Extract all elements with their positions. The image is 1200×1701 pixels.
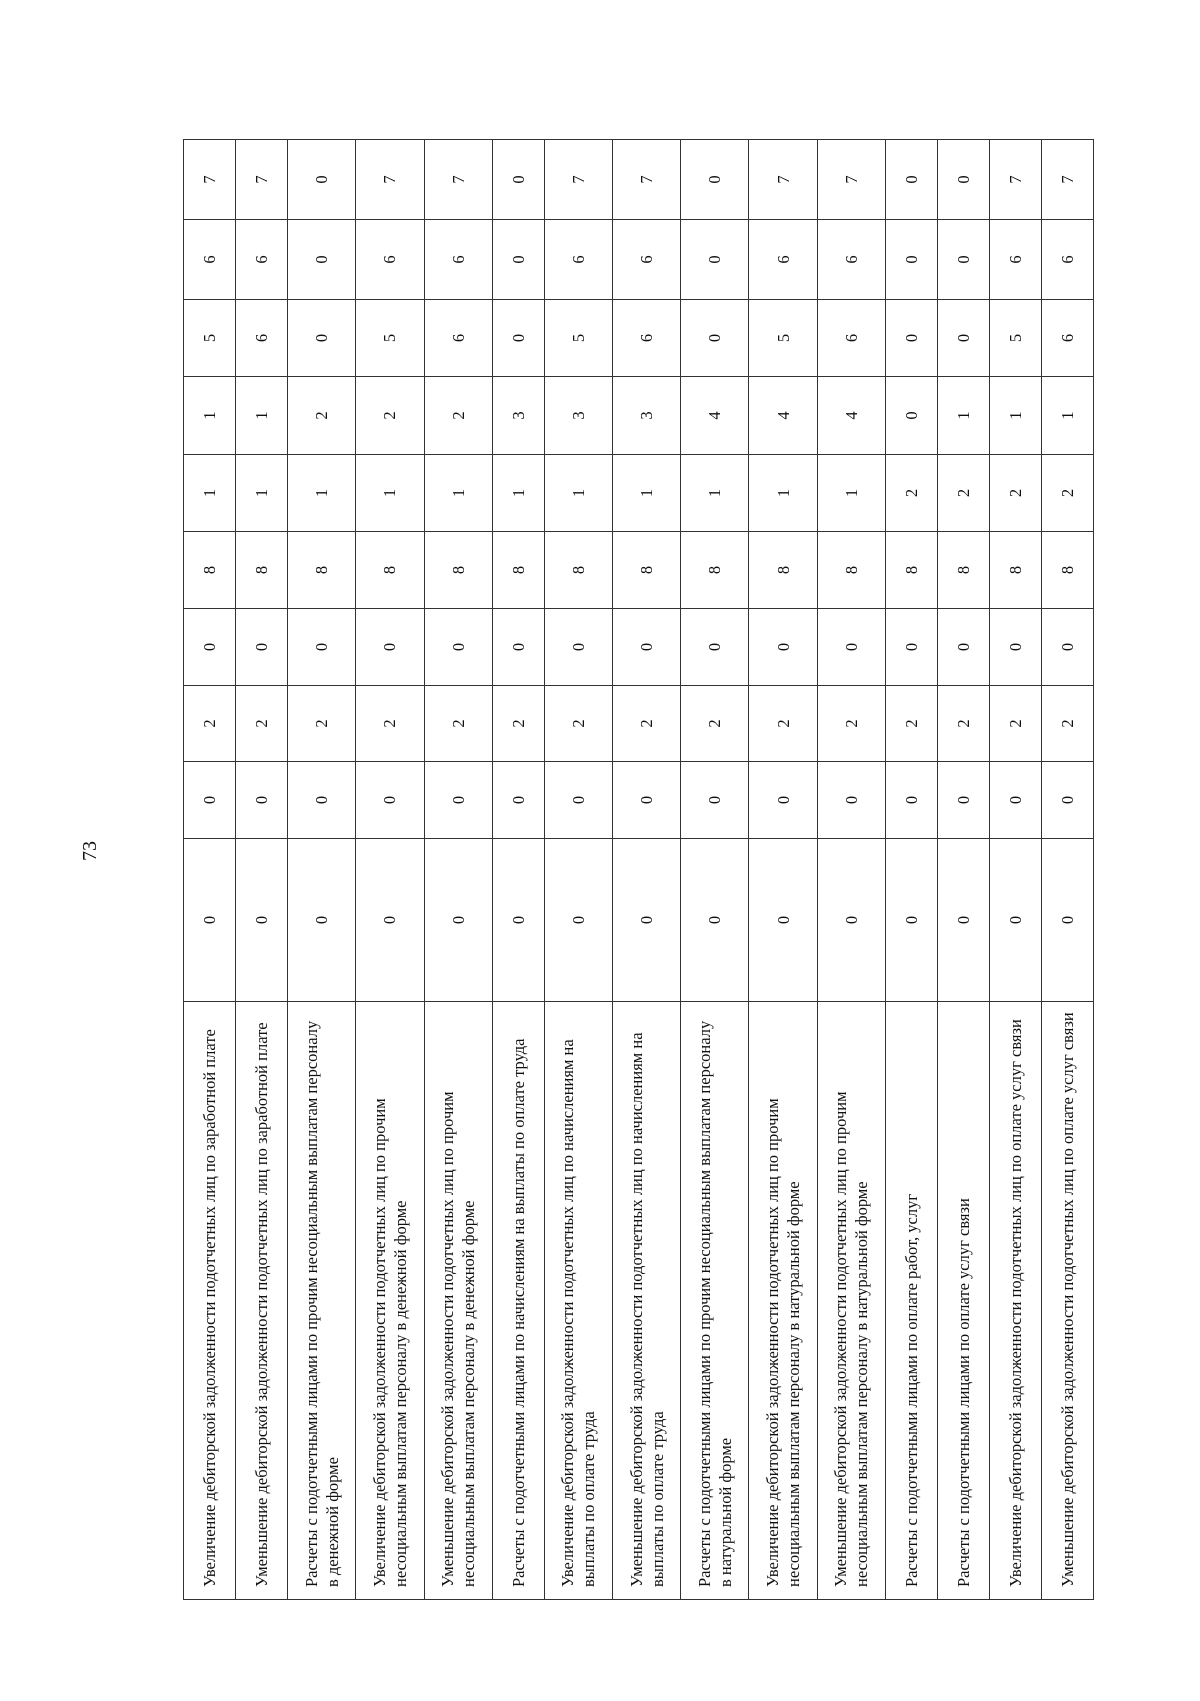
code-digit-cell: 2 (989, 455, 1041, 532)
code-digit-cell: 0 (885, 609, 937, 686)
code-digit-cell: 1 (288, 455, 356, 532)
code-digit-cell: 1 (937, 377, 989, 455)
row-label: Увеличение дебиторской задолженности подотчетных лиц по прочим несоциальным выплатам персоналу в натуральной форме (749, 1002, 817, 1600)
code-digit-cell: 2 (681, 686, 749, 762)
code-digit-cell: 1 (989, 377, 1041, 455)
code-digit-cell: 8 (885, 532, 937, 609)
table-row (885, 140, 937, 1600)
code-digit-cell: 0 (424, 609, 492, 686)
code-digit-cell: 2 (885, 455, 937, 532)
code-digit-cell: 1 (236, 377, 288, 455)
code-digit-cell: 8 (424, 532, 492, 609)
code-digit-cell: 2 (424, 686, 492, 762)
code-digit-cell: 0 (492, 300, 544, 377)
code-digit-cell: 0 (612, 609, 680, 686)
code-digit-cell: 1 (424, 455, 492, 532)
row-label: Уменьшение дебиторской задолженности подотчетных лиц по начислениям на выплаты по оплате труда (612, 1002, 680, 1600)
row-label: Расчеты с подотчетными лицами по оплате работ, услуг (885, 1002, 937, 1600)
code-digit-cell: 0 (885, 300, 937, 377)
code-digit-cell: 1 (1041, 377, 1093, 455)
code-digit-cell: 0 (885, 377, 937, 455)
code-digit-cell: 1 (356, 455, 424, 532)
row-label: Уменьшение дебиторской задолженности подотчетных лиц по оплате услуг связи (1041, 1002, 1093, 1600)
rotated-table-container (183, 140, 1094, 1600)
code-digit-cell: 8 (612, 532, 680, 609)
row-label: Уменьшение дебиторской задолженности подотчетных лиц по прочим несоциальным выплатам персоналу в натуральной форме (817, 1002, 885, 1600)
code-digit-cell: 6 (356, 220, 424, 300)
code-digit-cell: 6 (817, 220, 885, 300)
table-row (184, 140, 236, 1600)
table-row (749, 140, 817, 1600)
code-digit-cell: 0 (424, 839, 492, 1002)
code-digit-cell: 1 (236, 455, 288, 532)
table-row (236, 140, 288, 1600)
code-digit-cell: 2 (937, 686, 989, 762)
table-body (184, 140, 1094, 1600)
code-digit-cell: 5 (544, 300, 612, 377)
code-digit-cell: 1 (817, 455, 885, 532)
code-digit-cell: 7 (817, 140, 885, 220)
code-digit-cell: 4 (749, 377, 817, 455)
code-digit-cell: 2 (184, 686, 236, 762)
code-digit-cell: 0 (937, 609, 989, 686)
code-digit-cell: 0 (236, 839, 288, 1002)
row-label: Уменьшение дебиторской задолженности подотчетных лиц по заработной плате (236, 1002, 288, 1600)
code-digit-cell: 1 (184, 455, 236, 532)
row-label: Расчеты с подотчетными лицами по прочим несоциальным выплатам персоналу в денежной форме (288, 1002, 356, 1600)
table-row (817, 140, 885, 1600)
code-digit-cell: 0 (681, 140, 749, 220)
row-label: Уменьшение дебиторской задолженности подотчетных лиц по прочим несоциальным выплатам персоналу в денежной форме (424, 1002, 492, 1600)
code-digit-cell: 0 (885, 839, 937, 1002)
code-digit-cell: 0 (681, 300, 749, 377)
code-digit-cell: 0 (356, 839, 424, 1002)
code-digit-cell: 0 (885, 140, 937, 220)
code-digit-cell: 2 (544, 686, 612, 762)
code-digit-cell: 1 (544, 455, 612, 532)
table-row (424, 140, 492, 1600)
code-digit-cell: 1 (612, 455, 680, 532)
code-digit-cell: 4 (681, 377, 749, 455)
code-digit-cell: 0 (424, 762, 492, 839)
code-digit-cell: 0 (288, 762, 356, 839)
code-digit-cell: 4 (817, 377, 885, 455)
code-digit-cell: 0 (749, 839, 817, 1002)
code-digit-cell: 2 (612, 686, 680, 762)
row-label: Расчеты с подотчетными лицами по прочим несоциальным выплатам персоналу в натуральной форме (681, 1002, 749, 1600)
code-digit-cell: 1 (184, 377, 236, 455)
code-digit-cell: 0 (288, 220, 356, 300)
code-digit-cell: 8 (749, 532, 817, 609)
table-row (492, 140, 544, 1600)
row-label: Увеличение дебиторской задолженности подотчетных лиц по заработной плате (184, 1002, 236, 1600)
code-digit-cell: 2 (236, 686, 288, 762)
row-label: Увеличение дебиторской задолженности подотчетных лиц по оплате услуг связи (989, 1002, 1041, 1600)
table-row (544, 140, 612, 1600)
row-label: Расчеты с подотчетными лицами по оплате услуг связи (937, 1002, 989, 1600)
code-digit-cell: 8 (356, 532, 424, 609)
page-number: 73 (79, 841, 101, 861)
code-digit-cell: 0 (492, 839, 544, 1002)
code-digit-cell: 0 (612, 839, 680, 1002)
code-digit-cell: 2 (937, 455, 989, 532)
code-digit-cell: 0 (236, 762, 288, 839)
code-digit-cell: 0 (492, 220, 544, 300)
code-digit-cell: 0 (937, 300, 989, 377)
code-digit-cell: 0 (544, 839, 612, 1002)
code-digit-cell: 3 (492, 377, 544, 455)
code-digit-cell: 0 (937, 140, 989, 220)
code-digit-cell: 7 (749, 140, 817, 220)
code-digit-cell: 6 (749, 220, 817, 300)
code-digit-cell: 8 (937, 532, 989, 609)
code-digit-cell: 0 (681, 762, 749, 839)
code-digit-cell: 7 (612, 140, 680, 220)
code-digit-cell: 5 (749, 300, 817, 377)
code-digit-cell: 0 (544, 609, 612, 686)
code-digit-cell: 6 (424, 220, 492, 300)
code-digit-cell: 8 (544, 532, 612, 609)
code-digit-cell: 0 (817, 609, 885, 686)
code-digit-cell: 0 (612, 762, 680, 839)
code-digit-cell: 0 (681, 220, 749, 300)
code-digit-cell: 0 (1041, 839, 1093, 1002)
code-digit-cell: 0 (749, 762, 817, 839)
code-digit-cell: 2 (288, 686, 356, 762)
code-digit-cell: 8 (989, 532, 1041, 609)
code-digit-cell: 8 (1041, 532, 1093, 609)
code-digit-cell: 0 (937, 762, 989, 839)
code-digit-cell: 6 (1041, 300, 1093, 377)
code-digit-cell: 6 (236, 300, 288, 377)
code-digit-cell: 0 (989, 609, 1041, 686)
code-digit-cell: 0 (356, 609, 424, 686)
table-row (356, 140, 424, 1600)
code-digit-cell: 2 (1041, 455, 1093, 532)
code-digit-cell: 8 (184, 532, 236, 609)
code-digit-cell: 0 (681, 609, 749, 686)
code-digit-cell: 5 (356, 300, 424, 377)
table-row (288, 140, 356, 1600)
code-digit-cell: 2 (989, 686, 1041, 762)
code-digit-cell: 2 (492, 686, 544, 762)
code-digit-cell: 0 (184, 609, 236, 686)
code-digit-cell: 6 (817, 300, 885, 377)
code-digit-cell: 0 (989, 839, 1041, 1002)
code-digit-cell: 6 (989, 220, 1041, 300)
code-digit-cell: 2 (885, 686, 937, 762)
code-digit-cell: 7 (989, 140, 1041, 220)
code-digit-cell: 0 (885, 220, 937, 300)
accounts-table (183, 139, 1094, 1600)
code-digit-cell: 0 (937, 839, 989, 1002)
code-digit-cell: 7 (356, 140, 424, 220)
code-digit-cell: 6 (424, 300, 492, 377)
code-digit-cell: 2 (288, 377, 356, 455)
row-label: Увеличение дебиторской задолженности подотчетных лиц по начислениям на выплаты по оплате труда (544, 1002, 612, 1600)
code-digit-cell: 0 (749, 609, 817, 686)
code-digit-cell: 6 (1041, 220, 1093, 300)
code-digit-cell: 1 (492, 455, 544, 532)
code-digit-cell: 3 (612, 377, 680, 455)
code-digit-cell: 0 (885, 762, 937, 839)
code-digit-cell: 0 (937, 220, 989, 300)
code-digit-cell: 0 (492, 609, 544, 686)
code-digit-cell: 6 (236, 220, 288, 300)
code-digit-cell: 2 (424, 377, 492, 455)
code-digit-cell: 5 (989, 300, 1041, 377)
code-digit-cell: 0 (492, 762, 544, 839)
code-digit-cell: 0 (817, 839, 885, 1002)
code-digit-cell: 0 (356, 762, 424, 839)
code-digit-cell: 5 (184, 300, 236, 377)
code-digit-cell: 0 (288, 140, 356, 220)
code-digit-cell: 0 (544, 762, 612, 839)
code-digit-cell: 0 (288, 300, 356, 377)
code-digit-cell: 1 (749, 455, 817, 532)
code-digit-cell: 0 (989, 762, 1041, 839)
code-digit-cell: 0 (288, 839, 356, 1002)
code-digit-cell: 0 (184, 839, 236, 1002)
code-digit-cell: 7 (184, 140, 236, 220)
code-digit-cell: 6 (612, 300, 680, 377)
code-digit-cell: 8 (288, 532, 356, 609)
code-digit-cell: 2 (1041, 686, 1093, 762)
code-digit-cell: 0 (681, 839, 749, 1002)
code-digit-cell: 0 (1041, 762, 1093, 839)
code-digit-cell: 0 (236, 609, 288, 686)
code-digit-cell: 0 (1041, 609, 1093, 686)
row-label: Увеличение дебиторской задолженности подотчетных лиц по прочим несоциальным выплатам персоналу в денежной форме (356, 1002, 424, 1600)
code-digit-cell: 6 (612, 220, 680, 300)
code-digit-cell: 7 (544, 140, 612, 220)
code-digit-cell: 2 (356, 377, 424, 455)
code-digit-cell: 0 (184, 762, 236, 839)
table-row (937, 140, 989, 1600)
table-row (612, 140, 680, 1600)
code-digit-cell: 1 (681, 455, 749, 532)
code-digit-cell: 2 (749, 686, 817, 762)
code-digit-cell: 2 (356, 686, 424, 762)
code-digit-cell: 7 (236, 140, 288, 220)
code-digit-cell: 2 (817, 686, 885, 762)
code-digit-cell: 8 (817, 532, 885, 609)
code-digit-cell: 0 (288, 609, 356, 686)
code-digit-cell: 3 (544, 377, 612, 455)
code-digit-cell: 0 (492, 140, 544, 220)
code-digit-cell: 8 (681, 532, 749, 609)
row-label: Расчеты с подотчетными лицами по начислениям на выплаты по оплате труда (492, 1002, 544, 1600)
code-digit-cell: 6 (184, 220, 236, 300)
code-digit-cell: 8 (236, 532, 288, 609)
code-digit-cell: 8 (492, 532, 544, 609)
code-digit-cell: 6 (544, 220, 612, 300)
table-row (989, 140, 1041, 1600)
code-digit-cell: 7 (424, 140, 492, 220)
table-row (1041, 140, 1093, 1600)
code-digit-cell: 0 (817, 762, 885, 839)
code-digit-cell: 7 (1041, 140, 1093, 220)
table-row (681, 140, 749, 1600)
